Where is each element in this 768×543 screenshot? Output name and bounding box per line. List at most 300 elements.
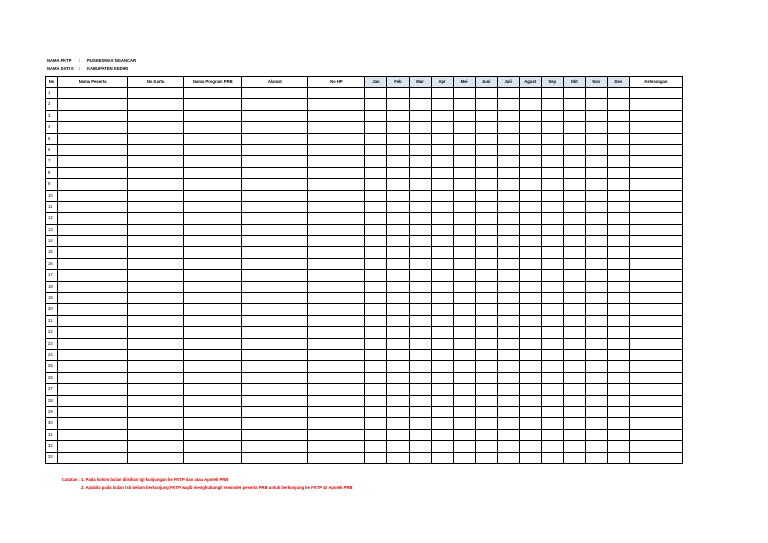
- cell-nama-peserta[interactable]: [58, 281, 128, 292]
- cell-alamat[interactable]: [242, 406, 308, 417]
- cell-juni[interactable]: [475, 349, 497, 360]
- cell-agust[interactable]: [519, 418, 541, 429]
- cell-nov[interactable]: [585, 327, 607, 338]
- cell-okt[interactable]: [563, 452, 585, 463]
- cell-no-kartu[interactable]: [128, 224, 184, 235]
- cell-mar[interactable]: [409, 384, 431, 395]
- cell-no-kartu[interactable]: [128, 236, 184, 247]
- cell-des[interactable]: [607, 441, 629, 452]
- cell-sep[interactable]: [541, 213, 563, 224]
- cell-nama-peserta[interactable]: [58, 315, 128, 326]
- cell-jan[interactable]: [365, 110, 387, 121]
- cell-nama-peserta[interactable]: [58, 122, 128, 133]
- cell-mar[interactable]: [409, 452, 431, 463]
- cell-jan[interactable]: [365, 236, 387, 247]
- cell-agust[interactable]: [519, 167, 541, 178]
- cell-apr[interactable]: [431, 406, 453, 417]
- cell-nama-peserta[interactable]: [58, 349, 128, 360]
- cell-agust[interactable]: [519, 236, 541, 247]
- cell-jan[interactable]: [365, 156, 387, 167]
- cell-nama-program[interactable]: [184, 144, 242, 155]
- cell-agust[interactable]: [519, 384, 541, 395]
- cell-nama-program[interactable]: [184, 315, 242, 326]
- cell-nama-peserta[interactable]: [58, 406, 128, 417]
- cell-juli[interactable]: [497, 122, 519, 133]
- cell-nama-peserta[interactable]: [58, 338, 128, 349]
- cell-juli[interactable]: [497, 281, 519, 292]
- cell-mar[interactable]: [409, 418, 431, 429]
- cell-apr[interactable]: [431, 270, 453, 281]
- cell-juni[interactable]: [475, 315, 497, 326]
- cell-keterangan[interactable]: [629, 429, 682, 440]
- cell-feb[interactable]: [387, 190, 409, 201]
- cell-no-hp[interactable]: [308, 201, 365, 212]
- cell-des[interactable]: [607, 258, 629, 269]
- cell-no-hp[interactable]: [308, 293, 365, 304]
- cell-agust[interactable]: [519, 406, 541, 417]
- cell-apr[interactable]: [431, 224, 453, 235]
- cell-mei[interactable]: [453, 167, 475, 178]
- cell-nama-peserta[interactable]: [58, 156, 128, 167]
- cell-sep[interactable]: [541, 418, 563, 429]
- cell-mar[interactable]: [409, 247, 431, 258]
- cell-jan[interactable]: [365, 190, 387, 201]
- cell-nama-peserta[interactable]: [58, 452, 128, 463]
- cell-okt[interactable]: [563, 429, 585, 440]
- cell-juli[interactable]: [497, 304, 519, 315]
- cell-jan[interactable]: [365, 429, 387, 440]
- cell-alamat[interactable]: [242, 201, 308, 212]
- cell-okt[interactable]: [563, 281, 585, 292]
- cell-jan[interactable]: [365, 179, 387, 190]
- cell-nama-peserta[interactable]: [58, 395, 128, 406]
- cell-mar[interactable]: [409, 156, 431, 167]
- cell-nama-peserta[interactable]: [58, 361, 128, 372]
- cell-feb[interactable]: [387, 122, 409, 133]
- cell-sep[interactable]: [541, 452, 563, 463]
- cell-des[interactable]: [607, 247, 629, 258]
- cell-no-kartu[interactable]: [128, 144, 184, 155]
- cell-mar[interactable]: [409, 190, 431, 201]
- cell-nama-peserta[interactable]: [58, 201, 128, 212]
- cell-juli[interactable]: [497, 315, 519, 326]
- cell-juni[interactable]: [475, 99, 497, 110]
- cell-nov[interactable]: [585, 304, 607, 315]
- cell-no-hp[interactable]: [308, 384, 365, 395]
- cell-feb[interactable]: [387, 236, 409, 247]
- cell-mar[interactable]: [409, 110, 431, 121]
- cell-juli[interactable]: [497, 144, 519, 155]
- cell-keterangan[interactable]: [629, 190, 682, 201]
- cell-nama-program[interactable]: [184, 372, 242, 383]
- cell-apr[interactable]: [431, 110, 453, 121]
- cell-apr[interactable]: [431, 167, 453, 178]
- cell-okt[interactable]: [563, 190, 585, 201]
- cell-no-hp[interactable]: [308, 338, 365, 349]
- cell-nov[interactable]: [585, 99, 607, 110]
- cell-no-kartu[interactable]: [128, 418, 184, 429]
- cell-nov[interactable]: [585, 361, 607, 372]
- cell-mei[interactable]: [453, 156, 475, 167]
- cell-alamat[interactable]: [242, 179, 308, 190]
- cell-agust[interactable]: [519, 429, 541, 440]
- cell-juli[interactable]: [497, 441, 519, 452]
- cell-juli[interactable]: [497, 349, 519, 360]
- cell-no-hp[interactable]: [308, 122, 365, 133]
- cell-alamat[interactable]: [242, 110, 308, 121]
- cell-juli[interactable]: [497, 384, 519, 395]
- cell-juni[interactable]: [475, 293, 497, 304]
- cell-juni[interactable]: [475, 406, 497, 417]
- cell-nov[interactable]: [585, 418, 607, 429]
- cell-alamat[interactable]: [242, 247, 308, 258]
- cell-nov[interactable]: [585, 224, 607, 235]
- cell-keterangan[interactable]: [629, 224, 682, 235]
- cell-juli[interactable]: [497, 429, 519, 440]
- cell-agust[interactable]: [519, 122, 541, 133]
- cell-mei[interactable]: [453, 338, 475, 349]
- cell-mei[interactable]: [453, 213, 475, 224]
- cell-keterangan[interactable]: [629, 293, 682, 304]
- cell-juni[interactable]: [475, 281, 497, 292]
- cell-alamat[interactable]: [242, 236, 308, 247]
- cell-sep[interactable]: [541, 224, 563, 235]
- cell-mar[interactable]: [409, 270, 431, 281]
- cell-nov[interactable]: [585, 201, 607, 212]
- cell-apr[interactable]: [431, 384, 453, 395]
- cell-keterangan[interactable]: [629, 167, 682, 178]
- cell-nama-program[interactable]: [184, 110, 242, 121]
- cell-nama-program[interactable]: [184, 213, 242, 224]
- cell-no-kartu[interactable]: [128, 315, 184, 326]
- cell-no-kartu[interactable]: [128, 361, 184, 372]
- cell-apr[interactable]: [431, 201, 453, 212]
- cell-okt[interactable]: [563, 236, 585, 247]
- cell-no-kartu[interactable]: [128, 338, 184, 349]
- cell-mar[interactable]: [409, 372, 431, 383]
- cell-nama-program[interactable]: [184, 441, 242, 452]
- cell-sep[interactable]: [541, 236, 563, 247]
- cell-mei[interactable]: [453, 384, 475, 395]
- cell-mar[interactable]: [409, 406, 431, 417]
- cell-nama-program[interactable]: [184, 122, 242, 133]
- cell-alamat[interactable]: [242, 452, 308, 463]
- cell-keterangan[interactable]: [629, 395, 682, 406]
- cell-juli[interactable]: [497, 179, 519, 190]
- cell-agust[interactable]: [519, 213, 541, 224]
- cell-des[interactable]: [607, 213, 629, 224]
- cell-keterangan[interactable]: [629, 133, 682, 144]
- cell-no-hp[interactable]: [308, 372, 365, 383]
- cell-sep[interactable]: [541, 122, 563, 133]
- cell-juli[interactable]: [497, 258, 519, 269]
- cell-nama-peserta[interactable]: [58, 167, 128, 178]
- cell-sep[interactable]: [541, 167, 563, 178]
- cell-nama-program[interactable]: [184, 406, 242, 417]
- cell-juni[interactable]: [475, 418, 497, 429]
- cell-agust[interactable]: [519, 247, 541, 258]
- cell-juni[interactable]: [475, 167, 497, 178]
- cell-nama-program[interactable]: [184, 395, 242, 406]
- cell-jan[interactable]: [365, 270, 387, 281]
- cell-juni[interactable]: [475, 201, 497, 212]
- cell-juli[interactable]: [497, 133, 519, 144]
- cell-des[interactable]: [607, 384, 629, 395]
- cell-keterangan[interactable]: [629, 338, 682, 349]
- cell-nama-peserta[interactable]: [58, 224, 128, 235]
- cell-feb[interactable]: [387, 304, 409, 315]
- cell-nov[interactable]: [585, 236, 607, 247]
- cell-jan[interactable]: [365, 406, 387, 417]
- cell-feb[interactable]: [387, 258, 409, 269]
- cell-jan[interactable]: [365, 293, 387, 304]
- cell-mei[interactable]: [453, 99, 475, 110]
- cell-mar[interactable]: [409, 213, 431, 224]
- cell-no-kartu[interactable]: [128, 133, 184, 144]
- cell-des[interactable]: [607, 156, 629, 167]
- cell-des[interactable]: [607, 88, 629, 99]
- cell-nama-peserta[interactable]: [58, 418, 128, 429]
- cell-mei[interactable]: [453, 110, 475, 121]
- cell-des[interactable]: [607, 110, 629, 121]
- cell-mei[interactable]: [453, 441, 475, 452]
- cell-des[interactable]: [607, 133, 629, 144]
- cell-nama-program[interactable]: [184, 190, 242, 201]
- cell-no-hp[interactable]: [308, 270, 365, 281]
- cell-nama-program[interactable]: [184, 156, 242, 167]
- cell-no-hp[interactable]: [308, 406, 365, 417]
- cell-no-hp[interactable]: [308, 213, 365, 224]
- cell-nama-program[interactable]: [184, 224, 242, 235]
- cell-juli[interactable]: [497, 293, 519, 304]
- cell-no-hp[interactable]: [308, 304, 365, 315]
- cell-des[interactable]: [607, 406, 629, 417]
- cell-okt[interactable]: [563, 144, 585, 155]
- cell-keterangan[interactable]: [629, 270, 682, 281]
- cell-nama-program[interactable]: [184, 167, 242, 178]
- cell-feb[interactable]: [387, 247, 409, 258]
- cell-nama-program[interactable]: [184, 293, 242, 304]
- cell-okt[interactable]: [563, 213, 585, 224]
- cell-apr[interactable]: [431, 99, 453, 110]
- cell-mei[interactable]: [453, 201, 475, 212]
- cell-jan[interactable]: [365, 213, 387, 224]
- cell-alamat[interactable]: [242, 304, 308, 315]
- cell-nama-program[interactable]: [184, 349, 242, 360]
- cell-jan[interactable]: [365, 349, 387, 360]
- cell-apr[interactable]: [431, 418, 453, 429]
- cell-okt[interactable]: [563, 122, 585, 133]
- cell-agust[interactable]: [519, 338, 541, 349]
- cell-feb[interactable]: [387, 281, 409, 292]
- cell-mar[interactable]: [409, 224, 431, 235]
- cell-agust[interactable]: [519, 110, 541, 121]
- cell-no-hp[interactable]: [308, 395, 365, 406]
- cell-agust[interactable]: [519, 327, 541, 338]
- cell-no-hp[interactable]: [308, 224, 365, 235]
- cell-juli[interactable]: [497, 452, 519, 463]
- cell-nov[interactable]: [585, 167, 607, 178]
- cell-agust[interactable]: [519, 224, 541, 235]
- cell-nama-peserta[interactable]: [58, 236, 128, 247]
- cell-sep[interactable]: [541, 338, 563, 349]
- cell-sep[interactable]: [541, 88, 563, 99]
- cell-apr[interactable]: [431, 372, 453, 383]
- cell-no-hp[interactable]: [308, 315, 365, 326]
- cell-nama-program[interactable]: [184, 270, 242, 281]
- cell-alamat[interactable]: [242, 258, 308, 269]
- cell-agust[interactable]: [519, 361, 541, 372]
- cell-mei[interactable]: [453, 122, 475, 133]
- cell-juni[interactable]: [475, 213, 497, 224]
- cell-keterangan[interactable]: [629, 372, 682, 383]
- cell-jan[interactable]: [365, 338, 387, 349]
- cell-mei[interactable]: [453, 236, 475, 247]
- cell-juni[interactable]: [475, 190, 497, 201]
- cell-mei[interactable]: [453, 452, 475, 463]
- cell-juli[interactable]: [497, 418, 519, 429]
- cell-no-kartu[interactable]: [128, 156, 184, 167]
- cell-jan[interactable]: [365, 281, 387, 292]
- cell-nama-program[interactable]: [184, 304, 242, 315]
- cell-no-kartu[interactable]: [128, 88, 184, 99]
- cell-juli[interactable]: [497, 190, 519, 201]
- cell-des[interactable]: [607, 452, 629, 463]
- cell-keterangan[interactable]: [629, 236, 682, 247]
- cell-sep[interactable]: [541, 270, 563, 281]
- cell-juni[interactable]: [475, 247, 497, 258]
- cell-apr[interactable]: [431, 88, 453, 99]
- cell-juni[interactable]: [475, 441, 497, 452]
- cell-alamat[interactable]: [242, 429, 308, 440]
- cell-juni[interactable]: [475, 258, 497, 269]
- cell-nov[interactable]: [585, 88, 607, 99]
- cell-no-hp[interactable]: [308, 361, 365, 372]
- cell-juni[interactable]: [475, 384, 497, 395]
- cell-alamat[interactable]: [242, 384, 308, 395]
- cell-no-hp[interactable]: [308, 281, 365, 292]
- cell-mar[interactable]: [409, 429, 431, 440]
- cell-mei[interactable]: [453, 270, 475, 281]
- cell-alamat[interactable]: [242, 338, 308, 349]
- cell-no-hp[interactable]: [308, 258, 365, 269]
- cell-sep[interactable]: [541, 372, 563, 383]
- cell-jan[interactable]: [365, 201, 387, 212]
- cell-juli[interactable]: [497, 247, 519, 258]
- cell-feb[interactable]: [387, 88, 409, 99]
- cell-okt[interactable]: [563, 88, 585, 99]
- cell-no-kartu[interactable]: [128, 349, 184, 360]
- cell-jan[interactable]: [365, 144, 387, 155]
- cell-juni[interactable]: [475, 395, 497, 406]
- cell-des[interactable]: [607, 293, 629, 304]
- cell-nama-peserta[interactable]: [58, 190, 128, 201]
- cell-alamat[interactable]: [242, 88, 308, 99]
- cell-nov[interactable]: [585, 156, 607, 167]
- cell-des[interactable]: [607, 395, 629, 406]
- cell-mei[interactable]: [453, 258, 475, 269]
- cell-keterangan[interactable]: [629, 258, 682, 269]
- cell-mar[interactable]: [409, 167, 431, 178]
- cell-no-kartu[interactable]: [128, 372, 184, 383]
- cell-des[interactable]: [607, 270, 629, 281]
- cell-juli[interactable]: [497, 236, 519, 247]
- cell-nov[interactable]: [585, 144, 607, 155]
- cell-mei[interactable]: [453, 406, 475, 417]
- cell-alamat[interactable]: [242, 167, 308, 178]
- cell-apr[interactable]: [431, 190, 453, 201]
- cell-keterangan[interactable]: [629, 213, 682, 224]
- cell-okt[interactable]: [563, 247, 585, 258]
- cell-feb[interactable]: [387, 99, 409, 110]
- cell-sep[interactable]: [541, 156, 563, 167]
- cell-alamat[interactable]: [242, 156, 308, 167]
- cell-jan[interactable]: [365, 133, 387, 144]
- cell-mar[interactable]: [409, 293, 431, 304]
- cell-juni[interactable]: [475, 338, 497, 349]
- cell-keterangan[interactable]: [629, 418, 682, 429]
- cell-jan[interactable]: [365, 384, 387, 395]
- cell-sep[interactable]: [541, 429, 563, 440]
- cell-nama-peserta[interactable]: [58, 179, 128, 190]
- cell-nov[interactable]: [585, 349, 607, 360]
- cell-alamat[interactable]: [242, 144, 308, 155]
- cell-juli[interactable]: [497, 167, 519, 178]
- cell-des[interactable]: [607, 167, 629, 178]
- cell-nov[interactable]: [585, 110, 607, 121]
- cell-juli[interactable]: [497, 406, 519, 417]
- cell-juli[interactable]: [497, 224, 519, 235]
- cell-mei[interactable]: [453, 327, 475, 338]
- cell-keterangan[interactable]: [629, 88, 682, 99]
- cell-juni[interactable]: [475, 236, 497, 247]
- cell-okt[interactable]: [563, 372, 585, 383]
- cell-sep[interactable]: [541, 247, 563, 258]
- cell-juni[interactable]: [475, 327, 497, 338]
- cell-apr[interactable]: [431, 213, 453, 224]
- cell-no-kartu[interactable]: [128, 293, 184, 304]
- cell-keterangan[interactable]: [629, 441, 682, 452]
- cell-okt[interactable]: [563, 418, 585, 429]
- cell-nama-peserta[interactable]: [58, 247, 128, 258]
- cell-nama-program[interactable]: [184, 327, 242, 338]
- cell-sep[interactable]: [541, 384, 563, 395]
- cell-sep[interactable]: [541, 361, 563, 372]
- cell-okt[interactable]: [563, 327, 585, 338]
- cell-des[interactable]: [607, 338, 629, 349]
- cell-nov[interactable]: [585, 452, 607, 463]
- cell-des[interactable]: [607, 99, 629, 110]
- cell-apr[interactable]: [431, 236, 453, 247]
- cell-alamat[interactable]: [242, 315, 308, 326]
- cell-keterangan[interactable]: [629, 122, 682, 133]
- cell-keterangan[interactable]: [629, 201, 682, 212]
- cell-mei[interactable]: [453, 179, 475, 190]
- cell-no-hp[interactable]: [308, 190, 365, 201]
- cell-okt[interactable]: [563, 361, 585, 372]
- cell-no-kartu[interactable]: [128, 304, 184, 315]
- cell-alamat[interactable]: [242, 372, 308, 383]
- cell-des[interactable]: [607, 144, 629, 155]
- cell-juli[interactable]: [497, 88, 519, 99]
- cell-no-kartu[interactable]: [128, 270, 184, 281]
- cell-mar[interactable]: [409, 349, 431, 360]
- cell-des[interactable]: [607, 236, 629, 247]
- cell-sep[interactable]: [541, 179, 563, 190]
- cell-nama-program[interactable]: [184, 258, 242, 269]
- cell-alamat[interactable]: [242, 122, 308, 133]
- cell-nov[interactable]: [585, 270, 607, 281]
